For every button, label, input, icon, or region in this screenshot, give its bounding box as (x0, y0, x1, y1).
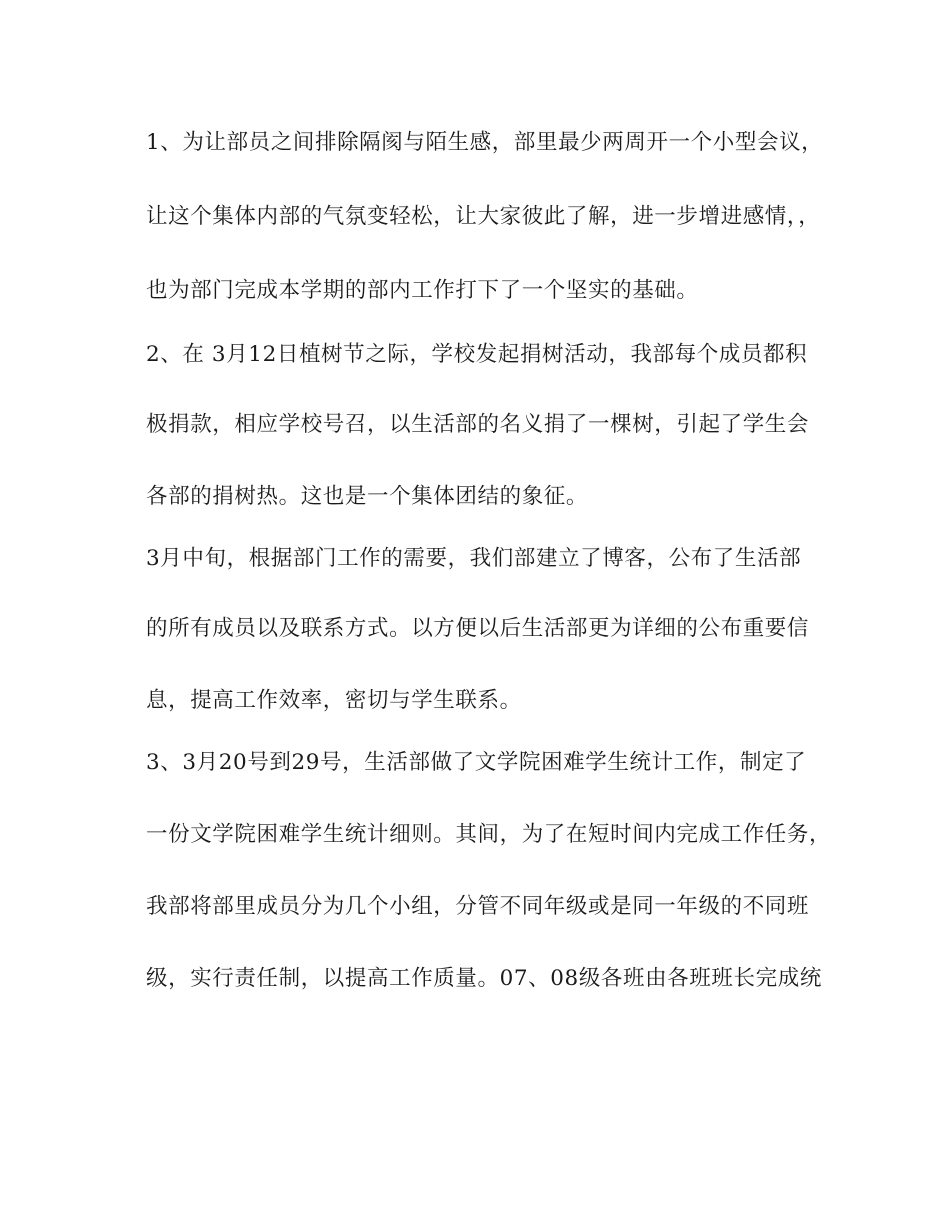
text-line: 各部的捐树热。这也是一个集体团结的象征。 (146, 484, 589, 509)
text-line: 息，提高工作效率，密切与学生联系。 (146, 688, 522, 713)
text-line: 一份文学院困难学生统计细则。其间，为了在短时间内完成工作任务， (146, 822, 832, 847)
text-line: 让这个集体内部的气氛变轻松，让大家彼此了解，进一步增进感情，， (146, 204, 821, 229)
text-line: 极捐款，相应学校号召，以生活部的名义捐了一棵树，引起了学生会 (146, 412, 810, 437)
text-line: 2、在 3月12日植树节之际，学校发起捐树活动，我部每个成员都积 (146, 342, 808, 367)
text-line: 我部将部里成员分为几个小组，分管不同年级或是同一年级的不同班 (146, 894, 810, 919)
text-line: 也为部门完成本学期的部内工作打下了一个坚实的基础。 (146, 278, 699, 303)
text-line: 3、3月20号到29号，生活部做了文学院困难学生统计工作，制定了 (146, 750, 807, 775)
text-line: 1、为让部员之间排除隔阂与陌生感，部里最少两周开一个小型会议， (146, 130, 824, 155)
text-line: 级，实行责任制，以提高工作质量。07、08级各班由各班班长完成统 (146, 966, 822, 991)
text-line: 3月中旬，根据部门工作的需要，我们部建立了博客，公布了生活部 (146, 546, 802, 571)
text-line: 的所有成员以及联系方式。以方便以后生活部更为详细的公布重要信 (146, 616, 810, 641)
